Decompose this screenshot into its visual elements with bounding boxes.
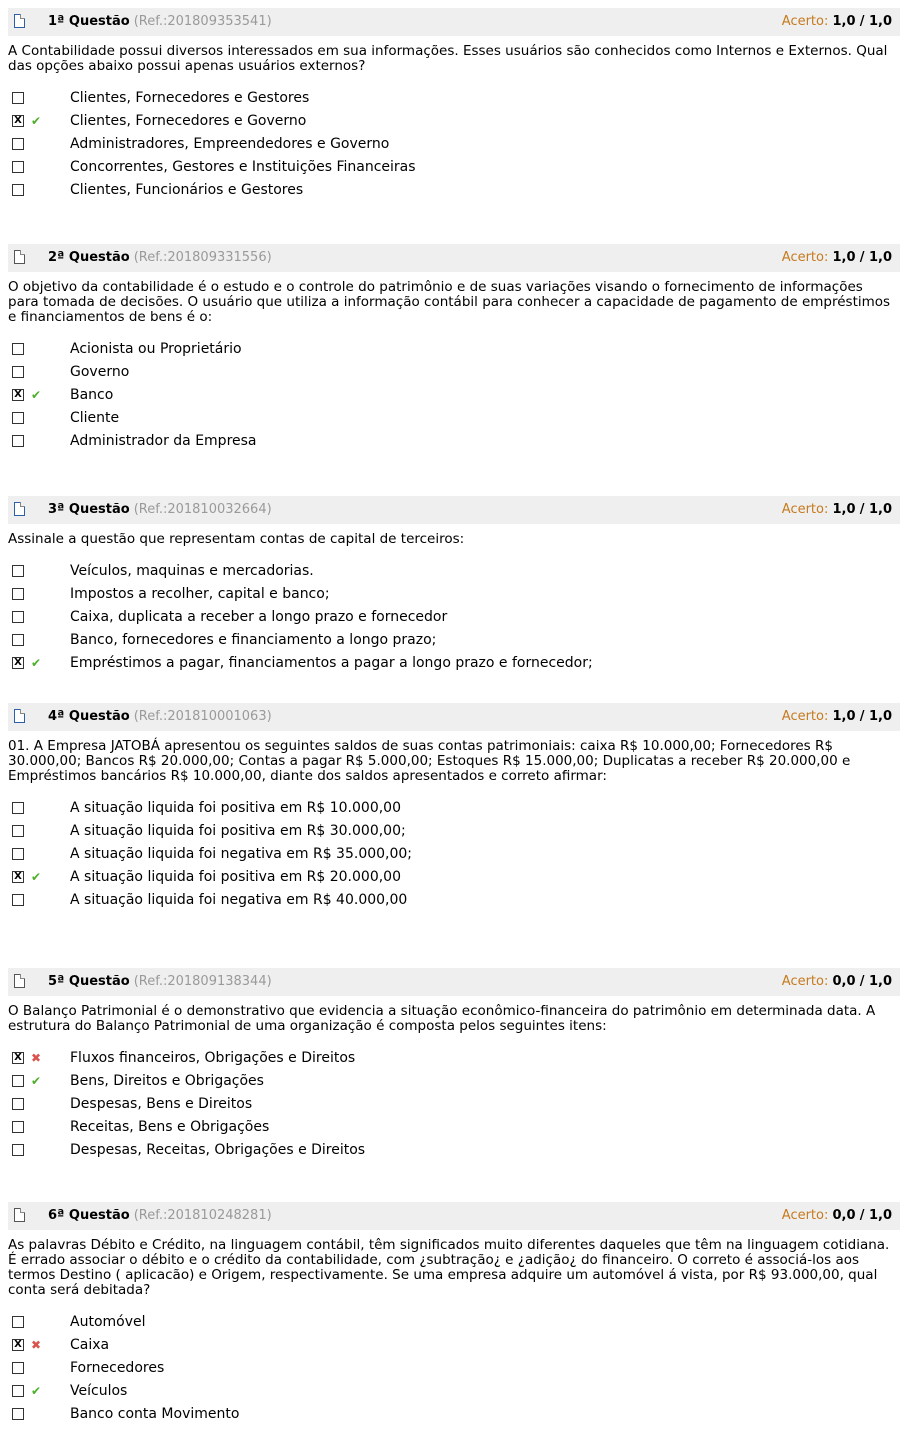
answer-option[interactable]	[0, 892, 904, 915]
options-list	[0, 800, 904, 915]
x-mark-icon: ✖	[31, 1051, 42, 1065]
question-text: Assinale a questão que representam contas de capital de terceiros:	[8, 531, 465, 547]
question-score: Acerto: 1,0 / 1,0	[781, 502, 892, 517]
option-label: Empréstimos a pagar, financiamentos a pagar a longo prazo e fornecedor;	[70, 655, 593, 671]
checkbox[interactable]: X	[12, 657, 24, 669]
answer-option[interactable]	[0, 1337, 904, 1360]
option-label: Fornecedores	[70, 1360, 165, 1376]
checkbox[interactable]	[12, 1385, 24, 1397]
option-label: Concorrentes, Gestores e Instituições Financeiras	[70, 159, 416, 175]
question-title: 5ª Questão (Ref.:201809138344)	[48, 974, 272, 989]
option-label: Clientes, Fornecedores e Gestores	[70, 90, 310, 106]
checkbox[interactable]	[12, 894, 24, 906]
option-label: A situação liquida foi positiva em R$ 10.000,00	[70, 800, 401, 816]
question-title: 3ª Questão (Ref.:201810032664)	[48, 502, 272, 517]
checkbox[interactable]	[12, 588, 24, 600]
answer-option[interactable]	[0, 1406, 904, 1429]
question-ref: (Ref.:201809331556)	[133, 250, 272, 265]
question-header	[8, 496, 900, 524]
question-score: Acerto: 1,0 / 1,0	[781, 709, 892, 724]
answer-option[interactable]	[0, 136, 904, 159]
checkbox[interactable]	[12, 1144, 24, 1156]
question-score: Acerto: 0,0 / 1,0	[781, 974, 892, 989]
option-label: A situação liquida foi positiva em R$ 20.000,00	[70, 869, 401, 885]
document-icon	[14, 709, 25, 723]
answer-option[interactable]	[0, 563, 904, 586]
question-title: 4ª Questão (Ref.:201810001063)	[48, 709, 272, 724]
answer-option[interactable]	[0, 586, 904, 609]
answer-option[interactable]	[0, 655, 904, 678]
options-list	[0, 1314, 904, 1429]
options-list	[0, 341, 904, 456]
question-ref: (Ref.:201810032664)	[133, 502, 272, 517]
document-icon	[14, 502, 25, 516]
option-label: A situação liquida foi negativa em R$ 35.000,00;	[70, 846, 413, 862]
x-mark-icon: ✖	[31, 1338, 42, 1352]
check-mark-icon: ✔	[31, 1074, 42, 1088]
checkbox[interactable]	[12, 92, 24, 104]
option-label: Automóvel	[70, 1314, 146, 1330]
question-title: 6ª Questão (Ref.:201810248281)	[48, 1208, 272, 1223]
question-header	[8, 8, 900, 36]
checkbox[interactable]: X	[12, 871, 24, 883]
option-label: Administrador da Empresa	[70, 433, 257, 449]
option-label: Clientes, Fornecedores e Governo	[70, 113, 307, 129]
answer-option[interactable]	[0, 800, 904, 823]
option-label: Banco conta Movimento	[70, 1406, 240, 1422]
checkbox[interactable]	[12, 366, 24, 378]
checkbox[interactable]	[12, 435, 24, 447]
option-label: Receitas, Bens e Obrigações	[70, 1119, 270, 1135]
answer-option[interactable]	[0, 1050, 904, 1073]
answer-option[interactable]	[0, 364, 904, 387]
checkbox[interactable]	[12, 412, 24, 424]
checkbox[interactable]	[12, 138, 24, 150]
checkbox[interactable]	[12, 161, 24, 173]
answer-option[interactable]	[0, 433, 904, 456]
checkbox[interactable]	[12, 343, 24, 355]
answer-option[interactable]	[0, 1096, 904, 1119]
option-label: Caixa	[70, 1337, 110, 1353]
checkbox[interactable]: X	[12, 1052, 24, 1064]
question-3	[0, 496, 904, 678]
answer-option[interactable]	[0, 609, 904, 632]
check-mark-icon: ✔	[31, 870, 42, 884]
option-label: Veículos	[70, 1383, 128, 1399]
question-ref: (Ref.:201810248281)	[133, 1208, 272, 1223]
document-icon	[14, 1208, 25, 1222]
question-2	[0, 244, 904, 456]
question-ref: (Ref.:201809353541)	[133, 14, 272, 29]
option-label: Impostos a recolher, capital e banco;	[70, 586, 330, 602]
option-label: Administradores, Empreendedores e Governo	[70, 136, 390, 152]
check-mark-icon: ✔	[31, 656, 42, 670]
checkbox[interactable]	[12, 565, 24, 577]
question-score: Acerto: 1,0 / 1,0	[781, 250, 892, 265]
answer-option[interactable]	[0, 632, 904, 655]
checkbox[interactable]	[12, 848, 24, 860]
answer-option[interactable]	[0, 159, 904, 182]
checkbox[interactable]	[12, 1075, 24, 1087]
answer-option[interactable]	[0, 869, 904, 892]
answer-option[interactable]	[0, 90, 904, 113]
question-text: A Contabilidade possui diversos interessados em sua informações. Esses usuários são conhecidos como Internos e Externos. Qual das opções abaixo possui apenas usuários externos?	[8, 43, 888, 74]
option-label: Governo	[70, 364, 130, 380]
check-mark-icon: ✔	[31, 114, 42, 128]
options-list	[0, 90, 904, 205]
question-header	[8, 1202, 900, 1230]
question-ref: (Ref.:201810001063)	[133, 709, 272, 724]
option-label: Caixa, duplicata a receber a longo prazo e fornecedor	[70, 609, 448, 625]
checkbox[interactable]	[12, 1408, 24, 1420]
question-score: Acerto: 0,0 / 1,0	[781, 1208, 892, 1223]
option-label: Despesas, Bens e Direitos	[70, 1096, 253, 1112]
check-mark-icon: ✔	[31, 1384, 42, 1398]
question-text: As palavras Débito e Crédito, na linguagem contábil, têm significados muito diferentes daqueles que têm na linguagem cotidiana. É errado associar o débito e o crédito da contabilidade, com ¿subtração¿ e ¿adição¿ do financeiro. O correto é associá-los aos termos Destino ( aplicacão) e Origem, respectivamente. Se uma empresa adquire um automóvel á vista, por R$ 93.000,00, qual conta será debitada?	[8, 1237, 890, 1298]
checkbox[interactable]	[12, 184, 24, 196]
question-title: 1ª Questão (Ref.:201809353541)	[48, 14, 272, 29]
answer-option[interactable]	[0, 846, 904, 869]
question-5	[0, 968, 904, 1165]
answer-option[interactable]	[0, 1314, 904, 1337]
document-icon	[14, 974, 25, 988]
option-label: Bens, Direitos e Obrigações	[70, 1073, 264, 1089]
answer-option[interactable]	[0, 113, 904, 136]
question-text: 01. A Empresa JATOBÁ apresentou os seguintes saldos de suas contas patrimoniais: caixa R$ 10.000,00; Fornecedores R$ 30.000,00; Bancos R$ 20.000,00; Contas a pagar R$ 5.000,00; Estoques R$ 15.000,00; Duplicatas a receber R$ 20.000,00 e Empréstimos bancários R$ 10.000,00, diante dos saldos apresentados e correto afirmar:	[8, 738, 851, 784]
answer-option[interactable]	[0, 1360, 904, 1383]
answer-option[interactable]	[0, 182, 904, 205]
answer-option[interactable]	[0, 1383, 904, 1406]
checkbox[interactable]	[12, 611, 24, 623]
checkbox[interactable]	[12, 1362, 24, 1374]
checkbox[interactable]	[12, 1121, 24, 1133]
options-list	[0, 563, 904, 678]
question-header	[8, 968, 900, 996]
checkbox[interactable]	[12, 1098, 24, 1110]
option-label: Clientes, Funcionários e Gestores	[70, 182, 304, 198]
option-label: Despesas, Receitas, Obrigações e Direitos	[70, 1142, 366, 1158]
option-label: Veículos, maquinas e mercadorias.	[70, 563, 314, 579]
option-label: Banco, fornecedores e financiamento a longo prazo;	[70, 632, 437, 648]
question-header	[8, 703, 900, 731]
answer-option[interactable]	[0, 1073, 904, 1096]
document-icon	[14, 250, 25, 264]
option-label: Acionista ou Proprietário	[70, 341, 242, 357]
check-mark-icon: ✔	[31, 388, 42, 402]
answer-option[interactable]	[0, 387, 904, 410]
question-text: O objetivo da contabilidade é o estudo e o controle do patrimônio e de suas variações visando o fornecimento de informações para tomada de decisões. O usuário que utiliza a informação contábil para conhecer a capacidade de pagamento de empréstimos e financiamentos de bens é o:	[8, 279, 891, 325]
checkbox[interactable]	[12, 825, 24, 837]
answer-option[interactable]	[0, 823, 904, 846]
options-list	[0, 1050, 904, 1165]
question-ref: (Ref.:201809138344)	[133, 974, 272, 989]
option-label: A situação liquida foi positiva em R$ 30.000,00;	[70, 823, 406, 839]
question-1	[0, 8, 904, 205]
checkbox[interactable]: X	[12, 1339, 24, 1351]
checkbox[interactable]	[12, 634, 24, 646]
option-label: Cliente	[70, 410, 120, 426]
option-label: Fluxos financeiros, Obrigações e Direitos	[70, 1050, 356, 1066]
option-label: Banco	[70, 387, 114, 403]
answer-option[interactable]	[0, 1119, 904, 1142]
answer-option[interactable]	[0, 341, 904, 364]
checkbox[interactable]: X	[12, 115, 24, 127]
question-4	[0, 703, 904, 915]
question-header	[8, 244, 900, 272]
checkbox[interactable]: X	[12, 389, 24, 401]
option-label: A situação liquida foi negativa em R$ 40.000,00	[70, 892, 408, 908]
question-score: Acerto: 1,0 / 1,0	[781, 14, 892, 29]
document-icon	[14, 14, 25, 28]
question-title: 2ª Questão (Ref.:201809331556)	[48, 250, 272, 265]
answer-option[interactable]	[0, 410, 904, 433]
checkbox[interactable]	[12, 1316, 24, 1328]
answer-option[interactable]	[0, 1142, 904, 1165]
question-text: O Balanço Patrimonial é o demonstrativo que evidencia a situação econômico-financeira do patrimônio em determinada data. A estrutura do Balanço Patrimonial de uma organização é composta pelos seguintes itens:	[8, 1003, 876, 1034]
question-6	[0, 1202, 904, 1429]
checkbox[interactable]	[12, 802, 24, 814]
